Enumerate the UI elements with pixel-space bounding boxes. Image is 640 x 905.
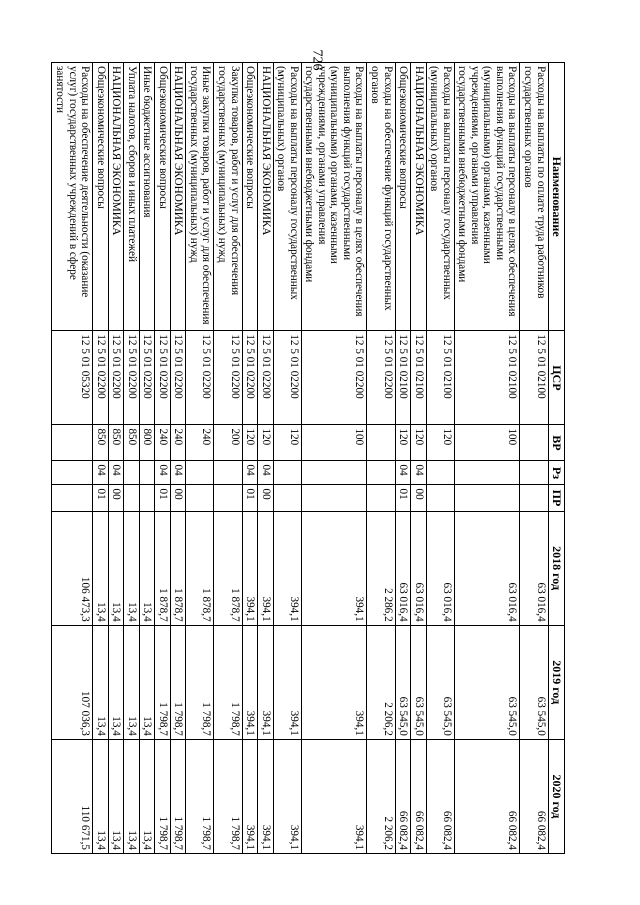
cell-2020: 2 206,2 bbox=[367, 739, 395, 853]
cell-vr: 120 bbox=[242, 425, 258, 461]
cell-name: НАЦИОНАЛЬНАЯ ЭКОНОМИКА bbox=[258, 63, 274, 331]
cell-2020: 66 082,4 bbox=[454, 739, 520, 853]
table-row bbox=[367, 63, 395, 854]
cell-2020: 13,4 bbox=[93, 739, 109, 853]
cell-2019: 1 798,7 bbox=[155, 625, 171, 739]
header-pr: ПР bbox=[548, 485, 564, 511]
cell-name: НАЦИОНАЛЬНАЯ ЭКОНОМИКА bbox=[170, 63, 186, 331]
cell-name: Иные закупки товаров, работ и услуг для обеспечения государственных (муниципальных) нужд bbox=[186, 63, 214, 331]
cell-pr: 00 bbox=[170, 485, 186, 511]
cell-2018: 1 878,7 bbox=[155, 511, 171, 625]
table-row bbox=[108, 63, 124, 854]
cell-2020: 66 082,4 bbox=[520, 739, 548, 853]
cell-vr: 100 bbox=[301, 425, 367, 461]
cell-csr: 12 5 01 02200 bbox=[170, 331, 186, 425]
header-csr: ЦСР bbox=[548, 331, 564, 425]
cell-2020: 394,1 bbox=[273, 739, 301, 853]
cell-name: Расходы на выплаты персоналу государственных (муниципальных) органов bbox=[273, 63, 301, 331]
table-row bbox=[242, 63, 258, 854]
cell-name: Расходы на выплаты персоналу в целях обеспечения выполнения функций государственными (муниципальными) органами, казенными учреждениями, органами управления государственными внебюджетными фондами bbox=[454, 63, 520, 331]
cell-2019: 63 545,0 bbox=[411, 625, 427, 739]
cell-rz: 04 bbox=[93, 461, 109, 485]
cell-csr: 12 5 01 02200 bbox=[155, 331, 171, 425]
cell-vr: 120 bbox=[258, 425, 274, 461]
cell-2018: 63 016,4 bbox=[426, 511, 454, 625]
cell-2018: 13,4 bbox=[139, 511, 155, 625]
cell-csr: 12 5 01 02200 bbox=[214, 331, 242, 425]
cell-csr: 12 5 01 02200 bbox=[186, 331, 214, 425]
cell-rz: 04 bbox=[395, 461, 411, 485]
cell-2019: 2 206,2 bbox=[367, 625, 395, 739]
table-body bbox=[52, 63, 548, 854]
cell-pr: 01 bbox=[395, 485, 411, 511]
cell-rz: 04 bbox=[258, 461, 274, 485]
cell-vr: 850 bbox=[93, 425, 109, 461]
table-row bbox=[155, 63, 171, 854]
header-2020: 2020 год bbox=[548, 739, 564, 853]
cell-2019: 13,4 bbox=[124, 625, 140, 739]
cell-pr bbox=[454, 485, 520, 511]
cell-vr: 850 bbox=[124, 425, 140, 461]
table-row bbox=[170, 63, 186, 854]
table-header-row bbox=[548, 63, 564, 854]
cell-csr: 12 5 01 05320 bbox=[52, 331, 93, 425]
cell-vr: 240 bbox=[155, 425, 171, 461]
cell-vr: 240 bbox=[170, 425, 186, 461]
cell-2019: 13,4 bbox=[108, 625, 124, 739]
cell-2020: 66 082,4 bbox=[426, 739, 454, 853]
cell-rz bbox=[426, 461, 454, 485]
cell-rz bbox=[367, 461, 395, 485]
table-row bbox=[520, 63, 548, 854]
budget-table bbox=[51, 62, 565, 854]
cell-pr bbox=[139, 485, 155, 511]
table-row bbox=[301, 63, 367, 854]
cell-rz bbox=[186, 461, 214, 485]
cell-2019: 63 545,0 bbox=[454, 625, 520, 739]
cell-csr: 12 5 01 02200 bbox=[258, 331, 274, 425]
cell-2018: 394,1 bbox=[242, 511, 258, 625]
cell-vr: 800 bbox=[139, 425, 155, 461]
header-rz: Рз bbox=[548, 461, 564, 485]
table-row bbox=[139, 63, 155, 854]
cell-vr: 200 bbox=[214, 425, 242, 461]
cell-2018: 394,1 bbox=[273, 511, 301, 625]
cell-pr: 00 bbox=[258, 485, 274, 511]
cell-name: Уплата налогов, сборов и иных платежей bbox=[124, 63, 140, 331]
cell-2020: 13,4 bbox=[139, 739, 155, 853]
cell-2020: 110 671,5 bbox=[52, 739, 93, 853]
cell-2018: 63 016,4 bbox=[520, 511, 548, 625]
cell-2018: 63 016,4 bbox=[454, 511, 520, 625]
cell-2018: 13,4 bbox=[108, 511, 124, 625]
cell-name: НАЦИОНАЛЬНАЯ ЭКОНОМИКА bbox=[411, 63, 427, 331]
cell-name: НАЦИОНАЛЬНАЯ ЭКОНОМИКА bbox=[108, 63, 124, 331]
cell-pr: 01 bbox=[155, 485, 171, 511]
cell-pr bbox=[367, 485, 395, 511]
cell-csr: 12 5 01 02200 bbox=[367, 331, 395, 425]
cell-pr: 00 bbox=[411, 485, 427, 511]
cell-vr: 100 bbox=[454, 425, 520, 461]
table-row bbox=[395, 63, 411, 854]
table-row bbox=[411, 63, 427, 854]
cell-name: Общеэкономические вопросы bbox=[395, 63, 411, 331]
cell-vr: 120 bbox=[426, 425, 454, 461]
cell-2020: 13,4 bbox=[108, 739, 124, 853]
cell-2020: 1 798,7 bbox=[186, 739, 214, 853]
cell-vr: 850 bbox=[108, 425, 124, 461]
cell-csr: 12 5 01 02100 bbox=[520, 331, 548, 425]
cell-csr: 12 5 01 02200 bbox=[124, 331, 140, 425]
cell-2020: 66 082,4 bbox=[411, 739, 427, 853]
cell-pr bbox=[214, 485, 242, 511]
cell-2019: 394,1 bbox=[301, 625, 367, 739]
cell-2019: 1 798,7 bbox=[186, 625, 214, 739]
cell-csr: 12 5 01 02200 bbox=[139, 331, 155, 425]
cell-2020: 66 082,4 bbox=[395, 739, 411, 853]
cell-pr: 00 bbox=[108, 485, 124, 511]
cell-name: Иные бюджетные ассигнования bbox=[139, 63, 155, 331]
cell-rz bbox=[124, 461, 140, 485]
cell-pr: 01 bbox=[242, 485, 258, 511]
cell-vr: 120 bbox=[395, 425, 411, 461]
cell-pr bbox=[520, 485, 548, 511]
cell-rz bbox=[139, 461, 155, 485]
cell-csr: 12 5 01 02200 bbox=[108, 331, 124, 425]
cell-rz: 04 bbox=[170, 461, 186, 485]
cell-name: Общеэкономические вопросы bbox=[242, 63, 258, 331]
cell-vr bbox=[520, 425, 548, 461]
cell-2019: 13,4 bbox=[93, 625, 109, 739]
cell-2020: 1 798,7 bbox=[155, 739, 171, 853]
table-row bbox=[186, 63, 214, 854]
cell-name: Расходы на выплаты персоналу государственных (муниципальных) органов bbox=[426, 63, 454, 331]
cell-name: Общеэкономические вопросы bbox=[155, 63, 171, 331]
cell-name: Расходы на обеспечение функций государственных органов bbox=[367, 63, 395, 331]
table-row bbox=[124, 63, 140, 854]
cell-name: Расходы на обеспечение деятельности (оказание услуг) государственных учреждений в сфере занятости bbox=[52, 63, 93, 331]
cell-2020: 394,1 bbox=[242, 739, 258, 853]
cell-csr: 12 5 01 02100 bbox=[411, 331, 427, 425]
cell-2019: 63 545,0 bbox=[426, 625, 454, 739]
cell-csr: 12 5 01 02200 bbox=[93, 331, 109, 425]
cell-name: Расходы на выплаты по оплате труда работников государственных органов bbox=[520, 63, 548, 331]
cell-2020: 394,1 bbox=[258, 739, 274, 853]
table-row bbox=[426, 63, 454, 854]
cell-2019: 63 545,0 bbox=[395, 625, 411, 739]
cell-2019: 394,1 bbox=[258, 625, 274, 739]
cell-rz bbox=[301, 461, 367, 485]
cell-csr: 12 5 01 02200 bbox=[242, 331, 258, 425]
cell-2019: 13,4 bbox=[139, 625, 155, 739]
cell-vr: 120 bbox=[273, 425, 301, 461]
cell-pr: 01 bbox=[93, 485, 109, 511]
cell-rz bbox=[214, 461, 242, 485]
header-2019: 2019 год bbox=[548, 625, 564, 739]
cell-2018: 63 016,4 bbox=[411, 511, 427, 625]
cell-csr: 12 5 01 02100 bbox=[454, 331, 520, 425]
header-vr: ВР bbox=[548, 425, 564, 461]
cell-name: Закупка товаров, работ и услуг для обеспечения государственных (муниципальных) нужд bbox=[214, 63, 242, 331]
cell-pr bbox=[301, 485, 367, 511]
cell-pr bbox=[186, 485, 214, 511]
cell-csr: 12 5 01 02200 bbox=[301, 331, 367, 425]
cell-2018: 13,4 bbox=[124, 511, 140, 625]
page-number: 726 bbox=[309, 49, 325, 71]
table-row bbox=[258, 63, 274, 854]
cell-csr: 12 5 01 02200 bbox=[273, 331, 301, 425]
cell-pr bbox=[52, 485, 93, 511]
cell-2018: 394,1 bbox=[301, 511, 367, 625]
cell-2019: 1 798,7 bbox=[170, 625, 186, 739]
cell-2018: 1 878,7 bbox=[214, 511, 242, 625]
cell-vr bbox=[367, 425, 395, 461]
table-row bbox=[52, 63, 93, 854]
cell-vr: 120 bbox=[411, 425, 427, 461]
cell-pr bbox=[124, 485, 140, 511]
cell-2019: 394,1 bbox=[273, 625, 301, 739]
cell-2018: 63 016,4 bbox=[395, 511, 411, 625]
cell-2020: 394,1 bbox=[301, 739, 367, 853]
cell-2020: 1 798,7 bbox=[214, 739, 242, 853]
table-row bbox=[273, 63, 301, 854]
header-2018: 2018 год bbox=[548, 511, 564, 625]
cell-rz: 04 bbox=[108, 461, 124, 485]
cell-2018: 13,4 bbox=[93, 511, 109, 625]
cell-rz bbox=[52, 461, 93, 485]
rotated-table-wrapper bbox=[53, 62, 565, 854]
cell-csr: 12 5 01 02100 bbox=[395, 331, 411, 425]
cell-2019: 394,1 bbox=[242, 625, 258, 739]
cell-pr bbox=[426, 485, 454, 511]
cell-2020: 1 798,7 bbox=[170, 739, 186, 853]
cell-2020: 13,4 bbox=[124, 739, 140, 853]
cell-rz: 04 bbox=[242, 461, 258, 485]
cell-pr bbox=[273, 485, 301, 511]
header-name: Наименование bbox=[548, 63, 564, 331]
table-row bbox=[214, 63, 242, 854]
cell-vr: 240 bbox=[186, 425, 214, 461]
cell-rz: 04 bbox=[411, 461, 427, 485]
cell-name: Расходы на выплаты персоналу в целях обеспечения выполнения функций государственными (муниципальными) органами, казенными учреждениями, органами управления государственными внебюджетными фондами bbox=[301, 63, 367, 331]
cell-2018: 1 878,7 bbox=[186, 511, 214, 625]
cell-2018: 2 286,2 bbox=[367, 511, 395, 625]
cell-2018: 394,1 bbox=[258, 511, 274, 625]
cell-rz bbox=[520, 461, 548, 485]
cell-rz bbox=[273, 461, 301, 485]
table-row bbox=[93, 63, 109, 854]
cell-2019: 1 798,7 bbox=[214, 625, 242, 739]
cell-2018: 1 878,7 bbox=[170, 511, 186, 625]
cell-name: Общеэкономические вопросы bbox=[93, 63, 109, 331]
cell-2019: 107 036,3 bbox=[52, 625, 93, 739]
cell-rz: 04 bbox=[155, 461, 171, 485]
cell-vr bbox=[52, 425, 93, 461]
table-row bbox=[454, 63, 520, 854]
cell-rz bbox=[454, 461, 520, 485]
cell-2018: 106 473,3 bbox=[52, 511, 93, 625]
cell-2019: 63 545,0 bbox=[520, 625, 548, 739]
cell-csr: 12 5 01 02100 bbox=[426, 331, 454, 425]
